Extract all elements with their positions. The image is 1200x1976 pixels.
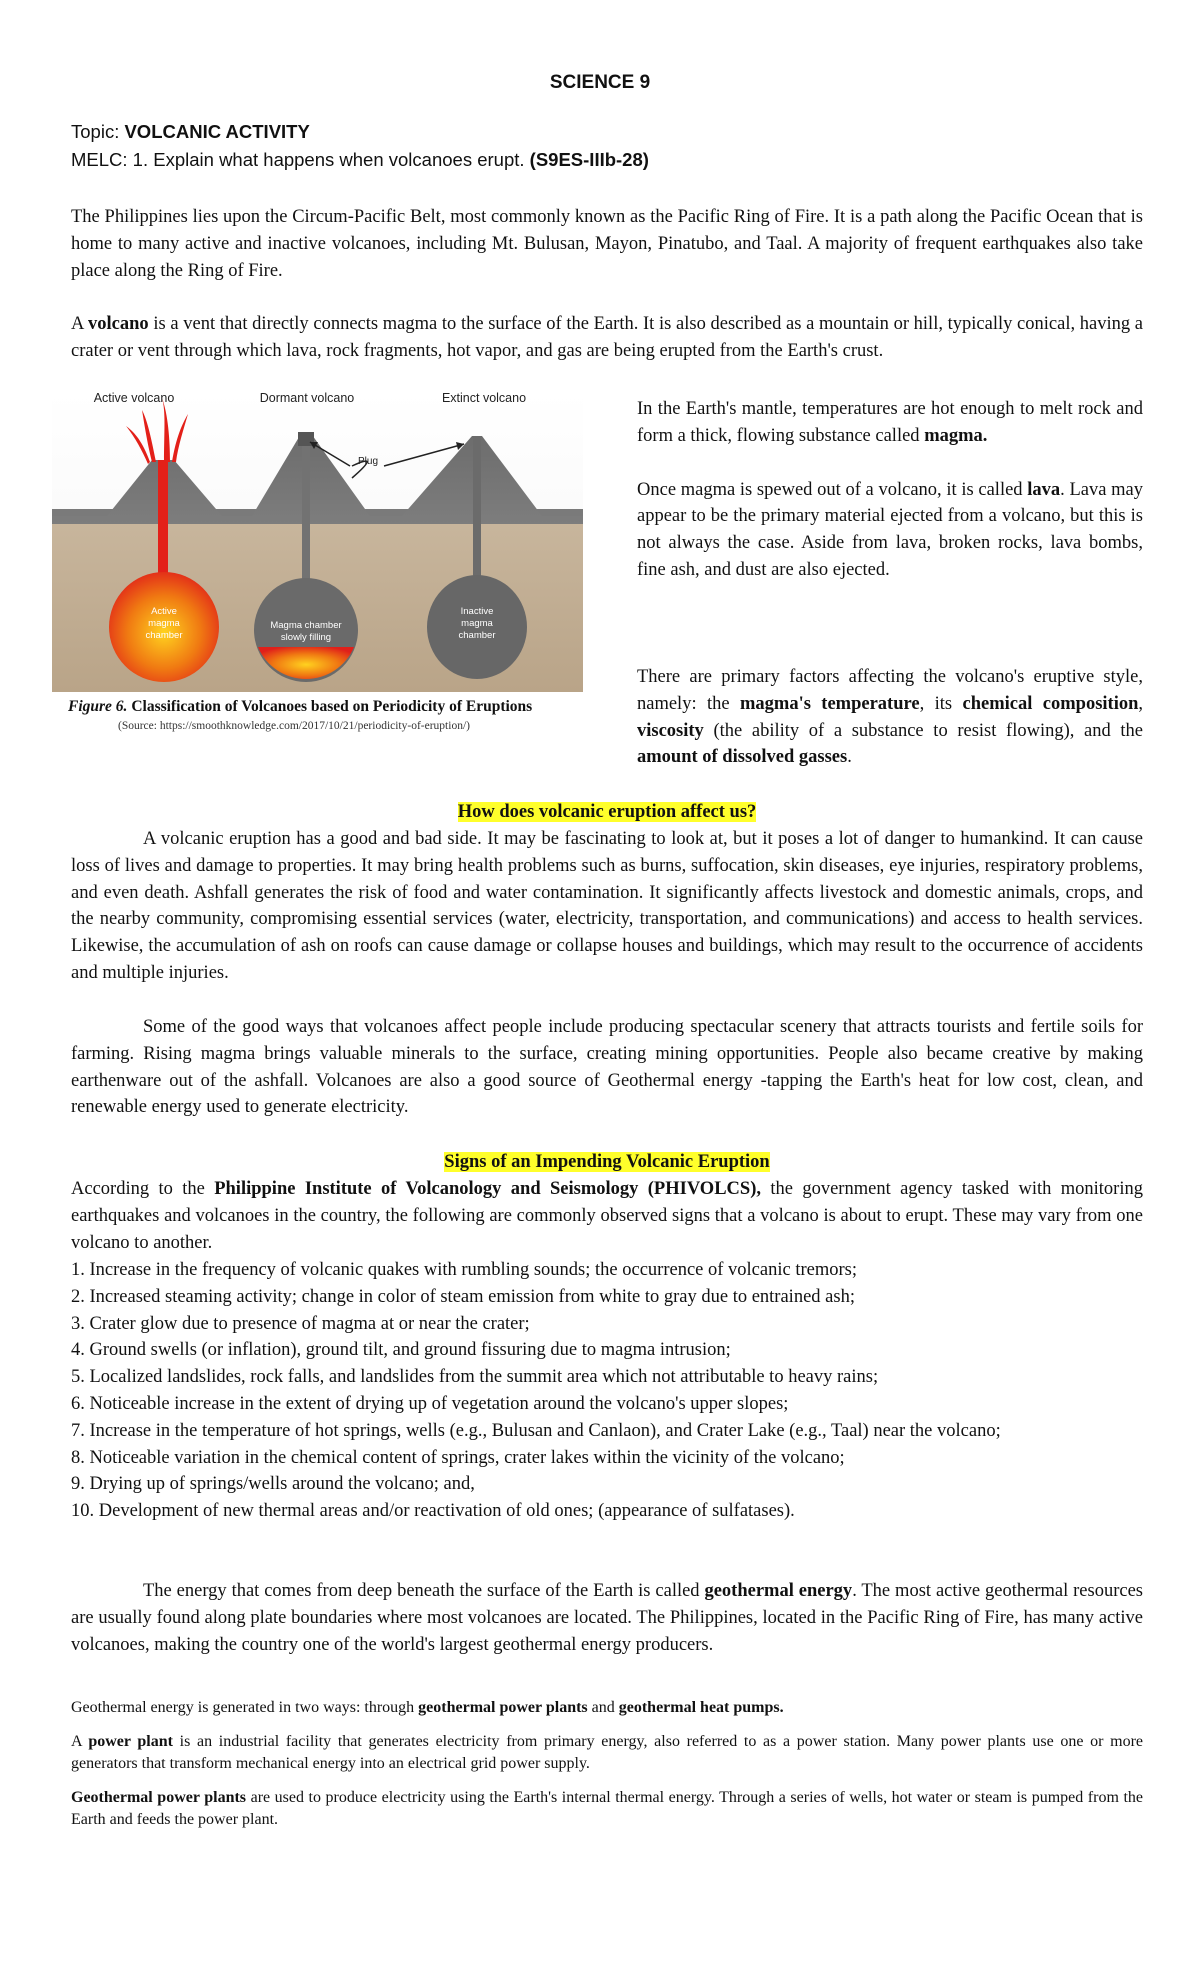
signs-list (71, 1257, 1143, 1525)
label-plug: Plug (357, 456, 379, 467)
svg-text:Inactive: Inactive (460, 606, 494, 617)
svg-text:Magma chamber: Magma chamber (270, 620, 342, 631)
list-item: 6. Noticeable increase in the extent of drying up of vegetation around the volcano's upper slopes; (71, 1393, 789, 1414)
right-column (637, 396, 1143, 584)
figure-source: (Source: https://smoothknowledge.com/2017/10/21/periodicity-of-eruption/) (118, 720, 470, 732)
svg-text:Active: Active (151, 606, 177, 617)
svg-text:magma: magma (461, 618, 493, 629)
intro-paragraph: The Philippines lies upon the Circum-Pacific Belt, most commonly known as the Pacific Ring of Fire. It is a path along the Pacific Ocean that is home to many active and inactive volcanoes, including Mt. Bulusan, Mayon, Pinatubo, and Taal. A majority of frequent earthquakes also take place along the Ring of Fire. (71, 207, 1143, 281)
list-item: 5. Localized landslides, rock falls, and landslides from the summit area which not attributable to heavy rains; (71, 1367, 879, 1388)
geothermal-plants-paragraph: Geothermal power plants are used to produce electricity using the Earth's internal thermal energy. Through a series of wells, hot water or steam is pumped from the Earth and feeds the power plant. (71, 1789, 1143, 1828)
topic-value: VOLCANIC ACTIVITY (124, 121, 310, 142)
list-item: 9. Drying up of springs/wells around the volcano; and, (71, 1474, 475, 1495)
svg-text:chamber: chamber (145, 630, 183, 641)
page-title: SCIENCE 9 (549, 72, 651, 93)
svg-text:slowly filling: slowly filling (280, 632, 332, 643)
effects-bad-paragraph: A volcanic eruption has a good and bad side. It may be fascinating to look at, but it poses a lot of danger to humankind. It can cause loss of lives and damage to properties. It may bring health problems such as burns, suffocation, skin diseases, eye injuries, respiratory problems, and even death. Ashfall generates the risk of food and water contamination. It significantly affects livestock and domestic animals, crops, and the nearby community, compromising essential services (water, electricity, transportation, and communications) and access to health services. Likewise, the accumulation of ash on roofs can cause damage or collapse houses and buildings, which may result to the occurrence of accidents and multiple injuries. (71, 829, 1143, 983)
label-extinct-volcano: Extinct volcano (441, 392, 527, 405)
list-item: 2. Increased steaming activity; change in color of steam emission from white to gray due to entrained ash; (71, 1286, 855, 1307)
geothermal-ways-paragraph: Geothermal energy is generated in two ways: through geothermal power plants and geothermal heat pumps. (71, 1699, 784, 1716)
signs-intro-paragraph: According to the Philippine Institute of Volcanology and Seismology (PHIVOLCS), the government agency tasked with monitoring earthquakes and volcanoes in the country, the following are commonly observed signs that a volcano is about to erupt. These may vary from one volcano to another. (71, 1179, 1143, 1253)
svg-text:chamber: chamber (458, 630, 496, 641)
list-item: 8. Noticeable variation in the chemical content of springs, crater lakes within the vicinity of the volcano; (71, 1447, 845, 1468)
factors-paragraph: There are primary factors affecting the volcano's eruptive style, namely: the magma's temperature, its chemical composition, viscosity (the ability of a substance to resist flowing), and the amount of dissolved gasses. (637, 667, 1143, 768)
list-item: 1. Increase in the frequency of volcanic quakes with rumbling sounds; the occurrence of volcanic tremors; (71, 1260, 857, 1280)
volcano-definition-paragraph: A volcano is a vent that directly connects magma to the surface of the Earth. It is also described as a mountain or hill, typically conical, having a crater or vent through which lava, rock fragments, hot vapor, and gas are being erupted from the Earth's crust. (71, 314, 1143, 361)
section-heading-signs: Signs of an Impending Volcanic Eruption (444, 1152, 770, 1172)
geothermal-paragraph: The energy that comes from deep beneath the surface of the Earth is called geothermal energy. The most active geothermal resources are usually found along plate boundaries where most volcanoes are located. The Philippines, located in the Pacific Ring of Fire, has many active volcanoes, making the country one of the world's largest geothermal energy producers. (71, 1581, 1143, 1655)
list-item: 4. Ground swells (or inflation), ground tilt, and ground fissuring due to magma intrusion; (71, 1340, 731, 1361)
topic-line: Topic: VOLCANIC ACTIVITY (71, 121, 310, 142)
melc-line: MELC: 1. Explain what happens when volcanoes erupt. (S9ES-IIIb-28) (71, 149, 649, 170)
figure-caption: Figure 6. Classification of Volcanoes based on Periodicity of Eruptions (68, 698, 533, 715)
melc-code: (S9ES-IIIb-28) (529, 149, 649, 170)
svg-text:magma: magma (148, 618, 180, 629)
magma-paragraph: In the Earth's mantle, temperatures are hot enough to melt rock and form a thick, flowing substance called magma. (637, 399, 1143, 446)
power-plant-paragraph: A power plant is an industrial facility that generates electricity from primary energy, also referred to as a power station. Many power plants use one or more generators that transform mechanical energy into an electrical grid power supply. (71, 1733, 1143, 1772)
section-heading-effects: How does volcanic eruption affect us? (457, 802, 757, 822)
effects-good-paragraph: Some of the good ways that volcanoes affect people include producing spectacular scenery that attracts tourists and fertile soils for farming. Rising magma brings valuable minerals to the surface, creating mining opportunities. People also became creative by making earthenware out of the ashfall. Volcanoes are also a good source of Geothermal energy -tapping the Earth's heat for low cost, clean, and renewable energy used to generate electricity. (71, 1017, 1143, 1118)
topic-block (71, 118, 649, 174)
list-item: 7. Increase in the temperature of hot springs, wells (e.g., Bulusan and Canlaon), and Crater Lake (e.g., Taal) near the volcano; (71, 1420, 1001, 1441)
label-dormant-volcano: Dormant volcano (259, 392, 355, 405)
list-item: 3. Crater glow due to presence of magma at or near the crater; (71, 1313, 530, 1334)
lava-paragraph: Once magma is spewed out of a volcano, it is called lava. Lava may appear to be the primary material ejected from a volcano, but this is not always the case. Aside from lava, broken rocks, lava bombs, fine ash, and dust are also ejected. (637, 479, 1143, 580)
label-active-volcano: Active volcano (93, 392, 175, 405)
list-item: 10. Development of new thermal areas and/or reactivation of old ones; (appearance of sulfatases). (71, 1501, 795, 1522)
